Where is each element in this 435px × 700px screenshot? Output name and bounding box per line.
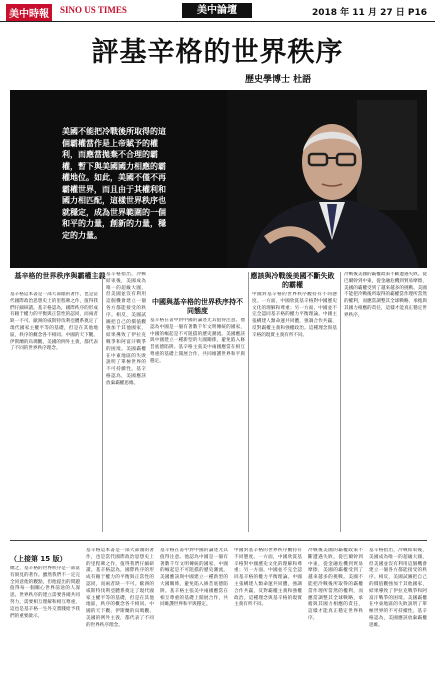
- article-column-2: 基辛格指出，冷戰結束後，美國成為唯一的超級大國，但美國並沒有利用這個機會建立一個各方都能接受的秩序。相反，美國試圖把自己的價值觀強加于其他國家，結果導致了伊拉克戰爭和阿富汗戰爭的困境。美國霸權在中東地區的失敗說明了單極世界的不可持續性。基辛格認為，美國應該放棄霸權思維。: [106, 272, 146, 386]
- masthead: [0, 0, 435, 22]
- feature-block: [10, 90, 427, 268]
- logo-en: SINO US TIMES: [60, 5, 127, 15]
- lower-column-1: 總之，基辛格的世界秩序是一部富有洞見的著作。雖然我們不一定完全同意他的觀點，但他提出的問題值得每一個關心世界前途的人深思。世界秩序的建立需要各國共同努力，需要相互理解和相互尊重，這也是基辛格一生外交實踐給予我們的重要啟示。: [10, 566, 80, 619]
- section-label: 美中論壇: [182, 3, 252, 18]
- article-column-1: 基辛格這本書是一部大部頭的著作，也是當代國際政治思想史上的里程碑之作，值得我們仔細研讀。基辛格認為，國際秩序的形成有賴于權力的平衡與正當性的認同，而兩者缺一不可。歐洲的威斯特伐利亞體系奠定了現代國家主權平等的基礎，但是在其他地區，秩序的概念各不相同。中國的天下觀、伊斯蘭的烏瑪觀、美國的例外主義，都代表了不同的世界秩序理念。: [10, 292, 98, 352]
- column-rule: [102, 272, 103, 532]
- subhead-1: 基辛格的世界秩序與霸權主義: [14, 272, 106, 280]
- section-divider: [10, 540, 427, 541]
- lower-column-4: 中國對基辛格的世界秩序觀持有不同態度。一方面，中國欣賞基辛格對中國歷史文化的理解和尊重；另一方面，中國並不完全認同基辛格的權力平衡理論。中國主張構建人類命運共同體，強調合作共贏，反對霸權主義和強權政治。這種理念與基辛格的現實主義有所不同。: [234, 548, 302, 608]
- continued-tag: （上接第 15 版）: [10, 555, 67, 563]
- lower-column-5: 冷戰後美國的霸權政策不斷遭遇失敗。從巴爾幹到中東，從金融危機到貿易摩擦，美國的霸權受到了越來越多的挑戰。美國不能把冷戰後所取得的霸權當作理所當然的權利，而應當調整其全球戰略，承擔與其國力相應的責任，這樣才能真正穩定世界秩序。: [308, 548, 363, 621]
- byline: 歷史學博士 杜語: [245, 75, 312, 85]
- issue-date: 2018 年 11 月 27 日 P16: [311, 8, 427, 18]
- pull-quote: 美國不能把冷戰後所取得的這個霸權當作是上帝賦予的權利，而應當拋棄不合理的霸權，暫下與美國國力相應的霸權地位。如此，美國不僅不再霸權世界，而且由于其權利和國力相匹配，這樣世界秩序也就穩定，成為世界範圍的一個和平的力量，創新的力量，穩定的力量。: [62, 127, 166, 240]
- headline: 評基辛格的世界秩序: [91, 37, 344, 68]
- column-rule: [248, 272, 249, 532]
- portrait-photo: [227, 90, 427, 268]
- article-column-5: 冷戰後美國的霸權政策不斷遭遇失敗。從巴爾幹到中東，從金融危機到貿易摩擦，美國的霸權受到了越來越多的挑戰。美國不能把冷戰後所取得的霸權當作理所當然的權利，而應當調整其全球戰略，承擔與其國力相應的責任，這樣才能真正穩定世界秩序。: [344, 272, 427, 318]
- article-column-4: 中國對基辛格的世界秩序觀持有不同態度。一方面，中國欣賞基辛格對中國歷史文化的理解和尊重；另一方面，中國並不完全認同基辛格的權力平衡理論。中國主張構建人類命運共同體，強調合作共贏，反對霸權主義和強權政治。這種理念與基辛格的現實主義有所不同。: [252, 292, 337, 338]
- column-rule: [340, 272, 341, 532]
- article-column-3: 基辛格在書中對中國的論述尤其值得注意。他認為中國是一個有著數千年文明傳統的國家，中國的崛起是不可阻擋的歷史潮流。美國應該與中國建立一種新型的大國關係，避免陷入修昔底德陷阱。基辛格主張美中兩國應當在相互尊重的基礎上開展合作，共同維護世界和平與穩定。: [150, 318, 245, 364]
- subhead-3: 應該與冷戰後美國不斷失敗的霸權: [250, 272, 335, 289]
- lower-column-3: 基辛格在書中對中國的論述尤其值得注意。他認為中國是一個有著數千年文明傳統的國家，中國的崛起是不可阻擋的歷史潮流。美國應該與中國建立一種新型的大國關係，避免陷入修昔底德陷阱。基辛格主張美中兩國應當在相互尊重的基礎上開展合作，共同維護世界和平與穩定。: [160, 548, 228, 608]
- subhead-2: 中國與基辛格的世界秩序持不同態度: [152, 298, 243, 315]
- logo-zh: 美中時報: [6, 4, 52, 21]
- lower-column-2: 基辛格這本書是一部大部頭的著作，也是當代國際政治思想史上的里程碑之作，值得我們仔細研讀。基辛格認為，國際秩序的形成有賴于權力的平衡與正當性的認同，而兩者缺一不可。歐洲的威斯特伐利亞體系奠定了現代國家主權平等的基礎，但是在其他地區，秩序的概念各不相同。中國的天下觀、伊斯蘭的烏瑪觀、美國的例外主義，都代表了不同的世界秩序理念。: [86, 548, 154, 628]
- lower-column-6: 基辛格指出，冷戰結束後，美國成為唯一的超級大國，但美國並沒有利用這個機會建立一個各方都能接受的秩序。相反，美國試圖把自己的價值觀強加于其他國家，結果導致了伊拉克戰爭和阿富汗戰爭的困境。美國霸權在中東地區的失敗說明了單極世界的不可持續性。基辛格認為，美國應該放棄霸權思維。: [369, 548, 427, 628]
